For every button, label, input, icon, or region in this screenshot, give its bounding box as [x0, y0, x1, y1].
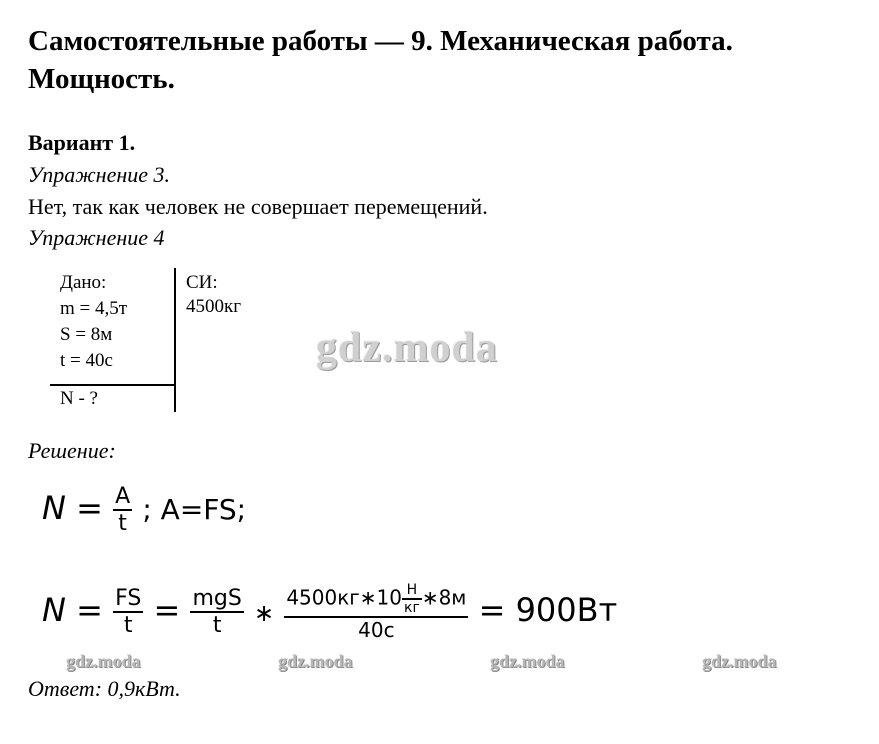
watermark-small-1: gdz.moda — [66, 651, 141, 671]
formula2-fraction-numbers — [284, 582, 468, 642]
exercise-3-answer: Нет, так как человек не совершает перемещений. — [28, 194, 488, 219]
watermark-small-3: gdz.moda — [490, 651, 565, 671]
formula1-eq: = — [76, 489, 103, 527]
given-time: t = 40с — [60, 350, 113, 371]
exercise-3-label: Упражнение 3. — [28, 162, 171, 187]
formula2-result: 900Вт — [515, 591, 618, 629]
formula1-tail: ; A=FS; — [142, 493, 247, 526]
fraction-denominator: 40с — [358, 618, 395, 642]
variant-heading: Вариант 1. — [28, 130, 136, 155]
given-distance: S = 8м — [60, 324, 113, 345]
solution-label: Решение: — [28, 438, 116, 463]
watermark-large: gdz.moda — [316, 325, 498, 371]
watermark-small-4: gdz.moda — [702, 651, 777, 671]
fraction-denominator: t — [212, 613, 222, 638]
given-header: Дано: — [60, 272, 107, 293]
formula2-eq2: = — [153, 591, 181, 629]
si-header: СИ: — [186, 272, 218, 293]
formula2-eq1: = — [76, 591, 103, 629]
unit-fraction — [402, 582, 422, 616]
formula2-lhs: N — [42, 591, 66, 629]
si-column — [186, 271, 241, 319]
final-answer: Ответ: 0,9кВт. — [28, 676, 181, 701]
formula1-den: t — [118, 511, 127, 536]
fraction-numerator — [284, 582, 468, 616]
given-table — [50, 268, 180, 414]
exercise-4-label: Упражнение 4 — [28, 225, 165, 250]
unit-denominator: кг — [404, 600, 420, 616]
fraction-denominator: t — [123, 613, 133, 638]
si-mass: 4500кг — [186, 296, 242, 317]
formula-power-definition — [42, 484, 246, 548]
fraction-numerator: mgS — [192, 586, 242, 611]
formula1-num: A — [115, 484, 131, 509]
formula2-fraction-mgs — [190, 586, 243, 638]
numerator-part: 4500кг∗10 — [286, 585, 403, 610]
given-find: N - ? — [60, 388, 98, 409]
formula1-lhs: N — [42, 489, 66, 527]
unit-numerator: Н — [406, 582, 418, 598]
formula2-eq3: = — [478, 591, 506, 629]
formula2-multiply: ∗ — [254, 599, 275, 627]
fraction-numerator: FS — [115, 586, 142, 611]
formula1-fraction — [113, 484, 132, 536]
formula2-fraction-fs — [113, 586, 143, 638]
numerator-part: ∗8м — [421, 585, 467, 610]
given-mass: m = 4,5т — [60, 298, 128, 319]
given-vertical-divider — [174, 268, 176, 412]
watermark-small-2: gdz.moda — [278, 651, 353, 671]
formula-power-calculation — [42, 582, 617, 642]
page-title: Самостоятельные работы — 9. Механическая работа. Мощность. — [28, 25, 733, 95]
given-horizontal-divider — [50, 384, 175, 386]
